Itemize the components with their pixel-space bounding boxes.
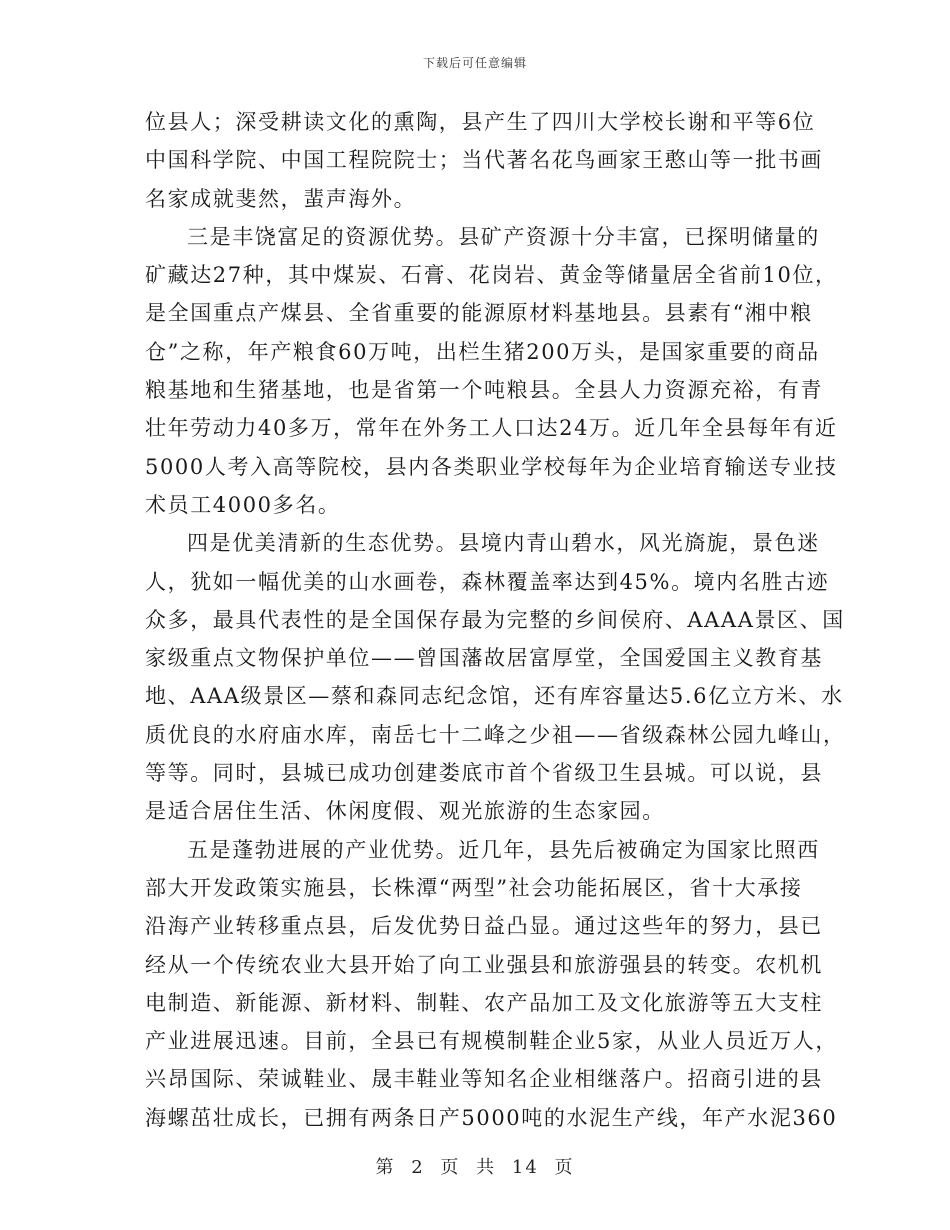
- text-line: 是全国重点产煤县、全省重要的能源原材料基地县。县素有“湘中粮: [145, 301, 813, 326]
- total-page-count: 14: [511, 1157, 539, 1178]
- text-line: 家级重点文物保护单位——曾国藩故居富厚堂，全国爱国主义教育基: [145, 646, 823, 671]
- text-line: 位县人；深受耕读文化的熏陶，县产生了四川大学校长谢和平等6位: [145, 110, 816, 134]
- footer-suffix: 页: [554, 1157, 575, 1178]
- current-page-number: 2: [411, 1157, 425, 1178]
- text-line: 地、AAA级景区—蔡和森同志纪念馆，还有库容量达5.6亿立方米、水: [145, 684, 844, 709]
- text-line: 术员工4000多名。: [145, 492, 341, 517]
- text-line: 海螺茁壮成长，已拥有两条日产5000吨的水泥生产线，年产水泥360: [145, 1105, 838, 1130]
- text-line: 粮基地和生猪基地，也是省第一个吨粮县。全县人力资源充裕，有青: [145, 378, 823, 403]
- paragraph: [145, 103, 823, 218]
- text-line: 三是丰饶富足的资源优势。县矿产资源十分丰富，已探明储量的: [187, 224, 820, 249]
- text-line: 仓”之称，年产粮食60万吨，出栏生猪200万头，是国家重要的商品: [145, 339, 820, 364]
- text-line: 质优良的水府庙水库，南岳七十二峰之少祖——省级森林公园九峰山，: [145, 722, 846, 747]
- text-line: 五是蓬勃进展的产业优势。近几年，县先后被确定为国家比照西: [187, 837, 820, 862]
- text-line: 矿藏达27种，其中煤炭、石膏、花岗岩、黄金等储量居全省前10位，: [145, 263, 838, 288]
- text-line: 壮年劳动力40多万，常年在外务工人口达24万。近几年全县每年有近: [145, 416, 838, 441]
- paragraph: [145, 524, 846, 830]
- text-line: 电制造、新能源、新材料、制鞋、农产品加工及文化旅游等五大支柱: [145, 990, 823, 1015]
- footer-page-label: 页: [440, 1157, 461, 1178]
- paragraph: [145, 831, 838, 1137]
- document-body: [145, 103, 846, 1137]
- text-line: 兴昂国际、荣诚鞋业、晟丰鞋业等知名企业相继落户。招商引进的县: [145, 1067, 823, 1092]
- text-line: 等等。同时，县城已成功创建娄底市首个省级卫生县城。可以说，县: [145, 761, 823, 786]
- text-line: 沿海产业转移重点县，后发优势日益凸显。通过这些年的努力，县已: [145, 914, 823, 939]
- text-line: 经从一个传统农业大县开始了向工业强县和旅游强县的转变。农机机: [145, 952, 823, 977]
- text-line: 是适合居住生活、休闲度假、观光旅游的生态家园。: [145, 799, 665, 824]
- text-line: 中国科学院、中国工程院院士；当代著名花鸟画家王憨山等一批书画: [145, 148, 823, 173]
- paragraph: [145, 218, 838, 524]
- text-line: 四是优美清新的生态优势。县境内青山碧水，风光旖旎，景色迷: [187, 531, 820, 556]
- text-line: 部大开发政策实施县，长株潭“两型”社会功能拓展区，省十大承接: [145, 875, 803, 900]
- page-header: 下载后可任意编辑: [422, 56, 527, 70]
- text-line: 名家成就斐然，蜚声海外。: [145, 186, 417, 211]
- text-line: 产业进展迅速。目前，全县已有规模制鞋企业5家，从业人员近万人，: [145, 1029, 838, 1054]
- text-line: 众多，最具代表性的是全国保存最为完整的乡间侯府、AAAA景区、国: [145, 607, 845, 632]
- footer-total-label: 共: [476, 1157, 497, 1178]
- page-footer: [0, 1153, 950, 1179]
- footer-prefix: 第: [375, 1157, 396, 1178]
- text-line: 人，犹如一幅优美的山水画卷，森林覆盖率达到45%。境内名胜古迹: [145, 569, 830, 594]
- text-line: 5000人考入高等院校，县内各类职业学校每年为企业培育输送专业技: [145, 454, 838, 479]
